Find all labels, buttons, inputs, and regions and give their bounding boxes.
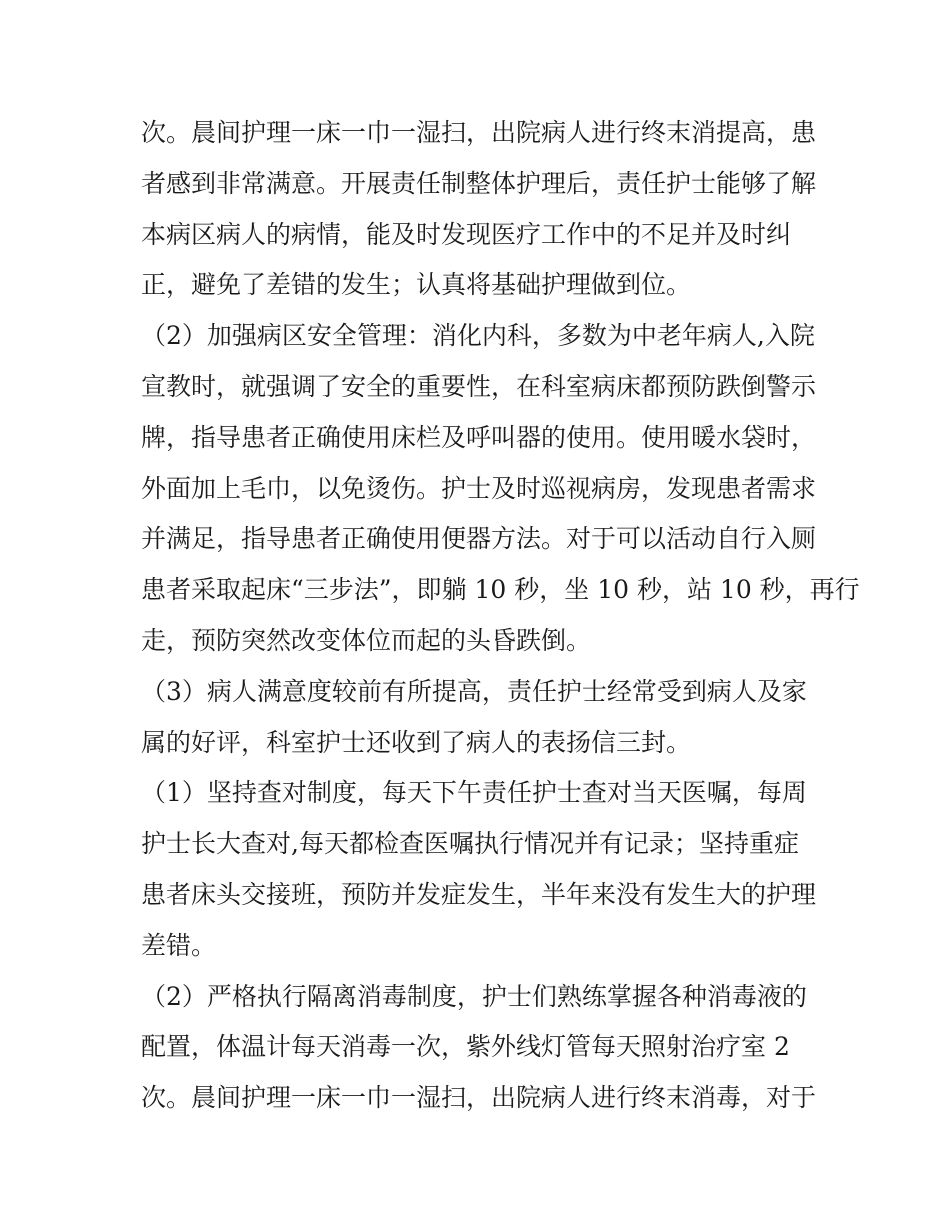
text-line: 宣教时，就强调了安全的重要性，在科室病床都预防跌倒警示 bbox=[141, 371, 817, 401]
text-line: 正，避免了差错的发生；认真将基础护理做到位。 bbox=[141, 270, 692, 300]
text-line: 次。晨间护理一床一巾一湿扫，出院病人进行终末消提高，患 bbox=[141, 118, 817, 147]
text-line: 患者采取起床“三步法”，即躺 10 秒，坐 10 秒，站 10 秒，再行 bbox=[141, 575, 860, 605]
text-line: （2）加强病区安全管理：消化内科，多数为中老年病人,入院 bbox=[141, 321, 815, 351]
text-line: 者感到非常满意。开展责任制整体护理后，责任护士能够了解 bbox=[141, 168, 817, 198]
text-line: 患者床头交接班，预防并发症发生，半年来没有发生大的护理 bbox=[141, 879, 817, 909]
text-line: （2）严格执行隔离消毒制度，护士们熟练掌握各种消毒液的 bbox=[141, 981, 807, 1011]
text-line: 外面加上毛巾，以免烫伤。护士及时巡视病房，发现患者需求 bbox=[141, 473, 817, 503]
text-line: 护士长大查对,每天都检查医嘱执行情况并有记录；坚持重症 bbox=[141, 829, 799, 859]
text-line: （3）病人满意度较前有所提高，责任护士经常受到病人及家 bbox=[141, 676, 807, 706]
body-text bbox=[141, 108, 860, 1124]
text-line: 并满足，指导患者正确使用便器方法。对于可以活动自行入厕 bbox=[141, 524, 817, 554]
text-line: 配置，体温计每天消毒一次，紫外线灯管每天照射治疗室 2 bbox=[141, 1032, 790, 1062]
text-line: 次。晨间护理一床一巾一湿扫，出院病人进行终末消毒，对于 bbox=[141, 1083, 817, 1113]
text-line: 牌，指导患者正确使用床栏及呼叫器的使用。使用暖水袋时， bbox=[141, 422, 817, 452]
text-line: 差错。 bbox=[141, 930, 217, 960]
text-line: 属的好评，科室护士还收到了病人的表扬信三封。 bbox=[141, 727, 692, 757]
text-line: （1）坚持查对制度，每天下午责任护士查对当天医嘱，每周 bbox=[141, 778, 807, 808]
text-line: 走，预防突然改变体位而起的头昏跌倒。 bbox=[141, 625, 592, 655]
text-line: 本病区病人的病情，能及时发现医疗工作中的不足并及时纠 bbox=[141, 219, 792, 249]
